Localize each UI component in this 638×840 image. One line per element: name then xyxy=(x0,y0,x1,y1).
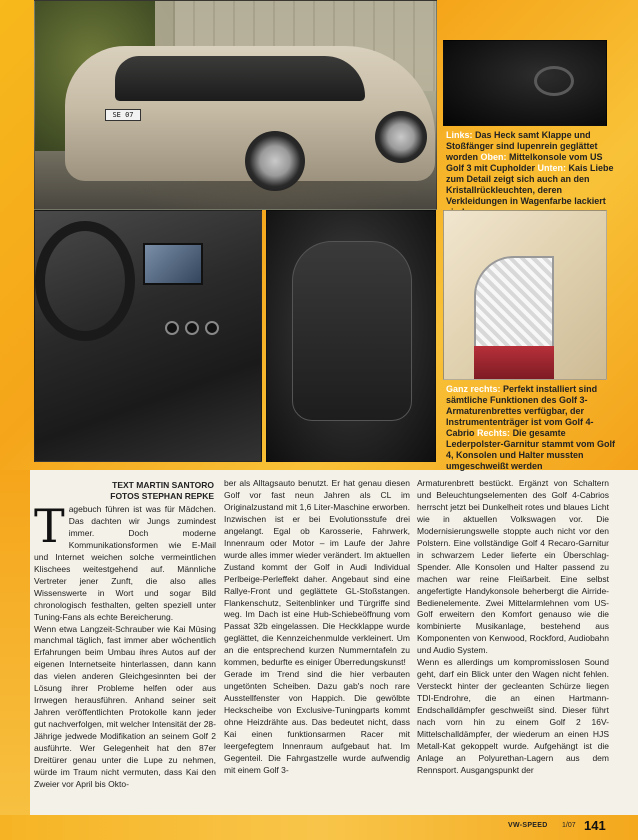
article-paragraph: Armaturenbrett bestückt. Ergänzt von Schaltern und Beleuchtungselementen des Golf 4-Cabrios herrscht jetzt bei Dunkelheit rotes und blaues Licht wie in aktuellen Volkswagen vor. Die Modernisierungswelle stoppte auch nicht vor den Polstern. Eine vollständige Golf 4 Recaro-Garnitur in schwarzem Leder lieferte ein Überschlag-Spender. Alle Konsolen und Halter passend zu machen war reine Fleißarbeit. Eine selbst angefertigte Handykonsole beherbergt die Airride-Bedienelemente. Zwei Mittelarmlehnen vom US-Golf erweitern den Komfort genauso wie die kombinierte Musikanlage, bestehend aus Komponenten von Kenwood, Rockford, Audiobahn und Audio System. xyxy=(417,478,609,656)
caption-label-ganz-rechts: Ganz rechts: xyxy=(446,384,501,394)
article-paragraph: ber als Alltagsauto benutzt. Er hat genau diesen Golf vor fast neun Jahren als CL im Originalzustand mit 1,6 Liter-Maschine erworben. Inzwischen ist er bei Evolutionsstufe drei angelangt. Egal ob Karosserie, Fahrwerk, Innenraum oder Motor – im Laufe der Jahre wurde alles immer wieder verändert. Im aktuellen Zustand kommt der Golf in Audi Individual Perlbeige-Perleffekt daher. Angebaut sind eine Rallye-Front und geglättete GL-Stoßstangen. Flankenschutz, Seitenblinker und Türgriffe sind weg. Im Dach ist eine Hub-Schiebeöffnung vom Passat 32b eingelassen. Die Heckklappe wurde geglättet, die Kennzeichenmulde verkleinert. Um an die entsprechend kurzen Nummerntafeln zu kommen, bedurfte es einiger Überredungskunst! xyxy=(224,478,410,668)
article-paragraph: Wenn etwa Langzeit-Schrauber wie Kai Müsing manchmal täglich, fast immer aber wöchentlich Erfahrungen beim Umbau ihres Autos auf der eigenen Internetseite hinterlassen, dann kann das vielen anderen Gleichgesinnten bei der Lösung ihrer Probleme helfen oder aus Irrwegen herausführen. Anhand seiner seit Jahren veröffentlichten Protokolle kann jeder gut nachverfolgen, mit welcher Intensität der 28-Jährige jedwede Modifikation an seinem Golf 2 ausführte. Wer Gelegenheit hat den 87er Dreitürer genau unter die Lupe zu nehmen, würde im Traum nicht vermuten, dass Kai den Zweier vor April bis Okto- xyxy=(34,623,216,789)
page-footer xyxy=(0,815,638,840)
caption-text-ganz-rechts: Perfekt installiert sind sämtliche Funktionen des Golf 3-Armaturenbrettes verfügbar, der Instrumententräger ist vom Golf 4-Cabrio xyxy=(446,384,598,438)
caption-label-unten: Unten: xyxy=(537,163,567,173)
caption-text-unten: Kais Liebe zum Detail zeigt sich auch an den Kristallrückleuchten, deren Verkleidungen in Wagenfarbe lackiert xyxy=(446,163,614,206)
steering-wheel xyxy=(35,221,135,341)
article-column-3 xyxy=(417,478,609,777)
taillight-photo xyxy=(443,210,607,380)
article-column-2 xyxy=(224,478,410,777)
cupholder-ring xyxy=(534,66,574,96)
seat-backrest xyxy=(292,241,412,421)
caption-text-oben: Mittelkonsole vom US Golf 3 mit Cupholder xyxy=(446,152,603,173)
taillight-red-segment xyxy=(474,346,554,380)
photographer-credit: FOTOS STEPHAN REPKE xyxy=(110,491,214,501)
car-window xyxy=(115,56,365,101)
license-plate: SE 07 xyxy=(105,109,141,121)
navigation-screen xyxy=(143,243,203,285)
cupholder-photo xyxy=(443,40,607,126)
article-column-1 xyxy=(34,499,216,791)
dash-gauge xyxy=(165,321,179,335)
author-credit: TEXT MARTIN SANTORO xyxy=(112,480,214,490)
caption-text-links: Das Heck samt Klappe und Stoßfänger sind lupenrein geglättet worden xyxy=(446,130,598,162)
caption-label-links: Links: xyxy=(446,130,473,140)
dashboard-photo xyxy=(34,210,262,462)
left-yellow-strip xyxy=(0,470,30,815)
article-paragraph: Wenn es allerdings um kompromisslosen Sound geht, darf ein Blick unter den Wagen nicht fehlen. Versteckt hinter der gecleanten Schürze liegen TDI-Endrohre, die an einen Hartmann-Endschalldämpfer geschweißt sind. Dieser führt nach vorn hin zu einem Golf 2 16V-Mittelschalldämpfer, der wiederum an einen HJS Metall-Kat gekoppelt wurde. Aufgehängt ist die Anlage an Polyurethan-Lagern aus dem Rennsport. Ausgangspunkt der xyxy=(417,657,609,775)
rear-wheel xyxy=(375,111,427,163)
drop-cap: T xyxy=(34,499,65,553)
caption-label-rechts: Rechts: xyxy=(477,428,511,438)
dash-gauge xyxy=(185,321,199,335)
caption-bottom xyxy=(446,384,616,472)
issue-number: 1/07 xyxy=(562,822,576,829)
caption-top xyxy=(446,130,616,218)
page-number: 141 xyxy=(584,818,606,833)
dash-gauge xyxy=(205,321,219,335)
car-photo xyxy=(34,0,437,210)
magazine-name: VW-SPEED xyxy=(508,822,548,829)
front-wheel xyxy=(245,131,305,191)
leather-seat-photo xyxy=(266,210,436,462)
article-paragraph: agebuch führen ist was für Mädchen. Das dachten wir Jungs zumindest immer. Doch moderne Kommunikationsformen wie E-Mail und Internet weichen solche vermeintlichen Klischees weitestgehend auf. Männliche Vertreter jener Zunft, die also alles Wissenswerte in Wort und sogar Bild chronologisch festhalten, gelten speziell unter Tuning-Fans als echte Bereicherung. xyxy=(34,504,216,622)
article-paragraph: Gerade im Trend sind die hier verbauten ungetönten Scheiben. Dazu gab's noch rare Ausstellfenster von Happich. Die gewölbte Heckscheibe von Exclusive-Tuningparts kommt ohne Heizdrähte aus. Das bedeutet nicht, dass Kai einen funktionsarmen Racer mit leergefegtem Innenraum aufgebaut hat. Im Gegenteil. Die Fahrgastzelle wurde aufwendig mit einem Golf 3- xyxy=(224,669,410,775)
caption-text-rechts: Die gesamte Lederpolster-Garnitur stammt vom Golf 4, Konsolen und Halter mussten umgeschweißt werden xyxy=(446,428,616,471)
caption-label-oben: Oben: xyxy=(480,152,507,162)
